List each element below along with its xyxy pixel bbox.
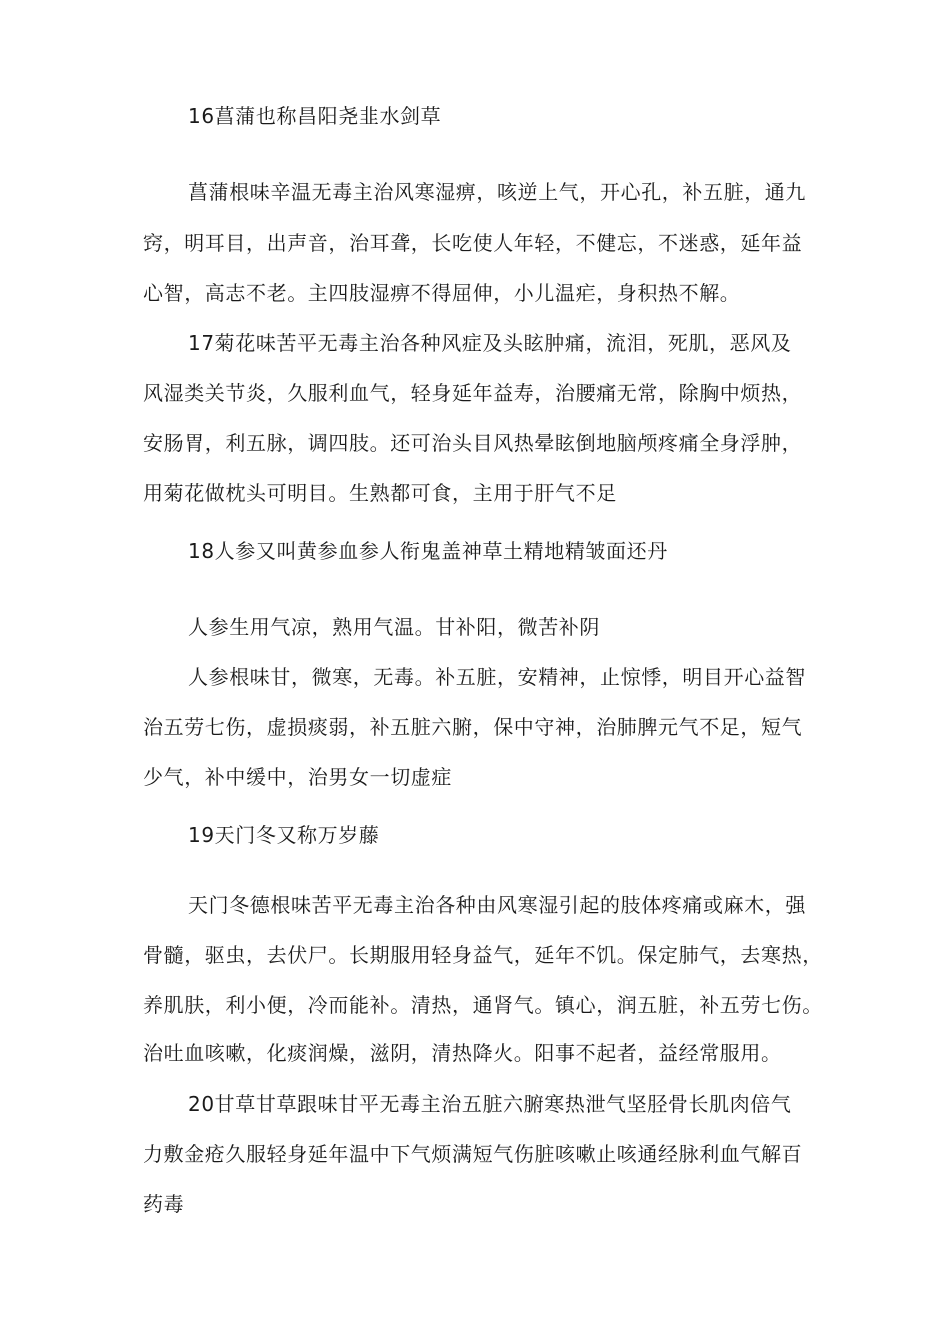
paragraph-line: 17菊花味苦平无毒主治各种风症及头眩肿痛，流泪，死肌，恶风及 (188, 331, 792, 355)
paragraph-line: 天门冬德根味苦平无毒主治各种由风寒湿引起的肢体疼痛或麻木，强 (188, 893, 806, 917)
heading-16: 16菖蒲也称昌阳尧韭水剑草 (188, 104, 442, 128)
paragraph-line: 人参根味甘，微寒，无毒。补五脏，安精神，止惊悸，明目开心益智 (188, 665, 806, 689)
paragraph-line: 人参生用气凉，熟用气温。甘补阳，微苦补阴 (188, 615, 600, 639)
paragraph-line: 力敷金疮久服轻身延年温中下气烦满短气伤脏咳嗽止咳通经脉利血气解百 (143, 1142, 803, 1166)
paragraph-line: 风湿类关节炎，久服利血气，轻身延年益寿，治腰痛无常，除胸中烦热， (143, 381, 803, 405)
paragraph-line: 养肌肤，利小便，冷而能补。清热，通肾气。镇心，润五脏，补五劳七伤。 (143, 993, 823, 1017)
heading-18: 18人参又叫黄参血参人衔鬼盖神草土精地精皱面还丹 (188, 539, 668, 563)
paragraph-line: 菖蒲根味辛温无毒主治风寒湿痹，咳逆上气，开心孔，补五脏，通九 (188, 180, 806, 204)
paragraph-line: 用菊花做枕头可明目。生熟都可食，主用于肝气不足 (143, 481, 617, 505)
paragraph-line: 药毒 (143, 1192, 185, 1216)
paragraph-line: 心智，高志不老。主四肢湿痹不得屈伸，小儿温疟，身积热不解。 (143, 281, 741, 305)
paragraph-line: 治五劳七伤，虚损痰弱，补五脏六腑，保中守神，治肺脾元气不足，短气 (143, 715, 803, 739)
paragraph-line: 20甘草甘草跟味甘平无毒主治五脏六腑寒热泄气坚胫骨长肌肉倍气 (188, 1092, 792, 1116)
paragraph-line: 少气，补中缓中，治男女一切虚症 (143, 765, 452, 789)
paragraph-line: 安肠胃，利五脉，调四肢。还可治头目风热晕眩倒地脑颅疼痛全身浮肿， (143, 431, 803, 455)
paragraph-line: 治吐血咳嗽，化痰润燥，滋阴，清热降火。阳事不起者，益经常服用。 (143, 1041, 782, 1065)
paragraph-line: 骨髓，驱虫，去伏尸。长期服用轻身益气，延年不饥。保定肺气，去寒热， (143, 943, 823, 967)
paragraph-line: 窍，明耳目，出声音，治耳聋，长吃使人年轻，不健忘，不迷惑，延年益 (143, 231, 803, 255)
heading-19: 19天门冬又称万岁藤 (188, 823, 380, 847)
